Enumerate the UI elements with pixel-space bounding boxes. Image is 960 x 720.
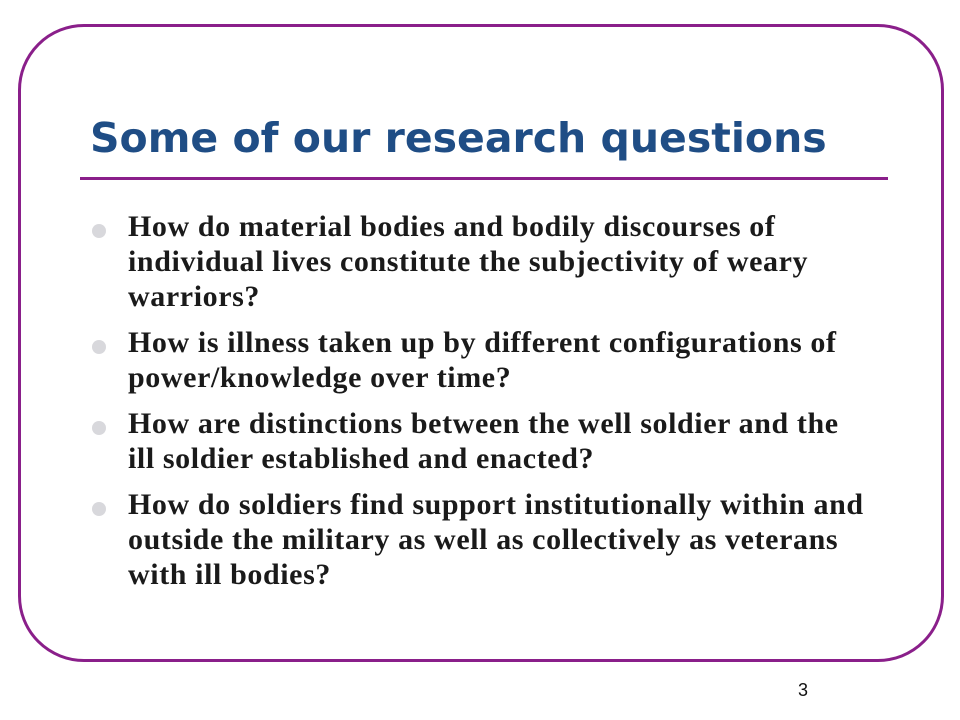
bullet-text: How do soldiers find support institutionally within and outside the military as well as collectively as veterans with ill bodies? <box>128 488 864 591</box>
page-number: 3 <box>798 680 809 700</box>
bullet-item <box>86 406 866 476</box>
bullet-text: How do material bodies and bodily discourses of individual lives constitute the subjectivity of weary warriors? <box>128 210 809 313</box>
bullet-item <box>86 487 866 592</box>
bullet-list <box>86 209 866 603</box>
bullet-item <box>86 325 866 395</box>
bullet-dot-icon <box>92 502 106 516</box>
title-underline <box>80 177 888 180</box>
slide-title: Some of our research questions <box>90 114 827 162</box>
bullet-item <box>86 209 866 314</box>
bullet-text: How is illness taken up by different configurations of power/knowledge over time? <box>128 326 837 394</box>
bullet-dot-icon <box>92 224 106 238</box>
bullet-dot-icon <box>92 340 106 354</box>
bullet-dot-icon <box>92 421 106 435</box>
bullet-text: How are distinctions between the well soldier and the ill soldier established and enacted? <box>128 407 839 475</box>
